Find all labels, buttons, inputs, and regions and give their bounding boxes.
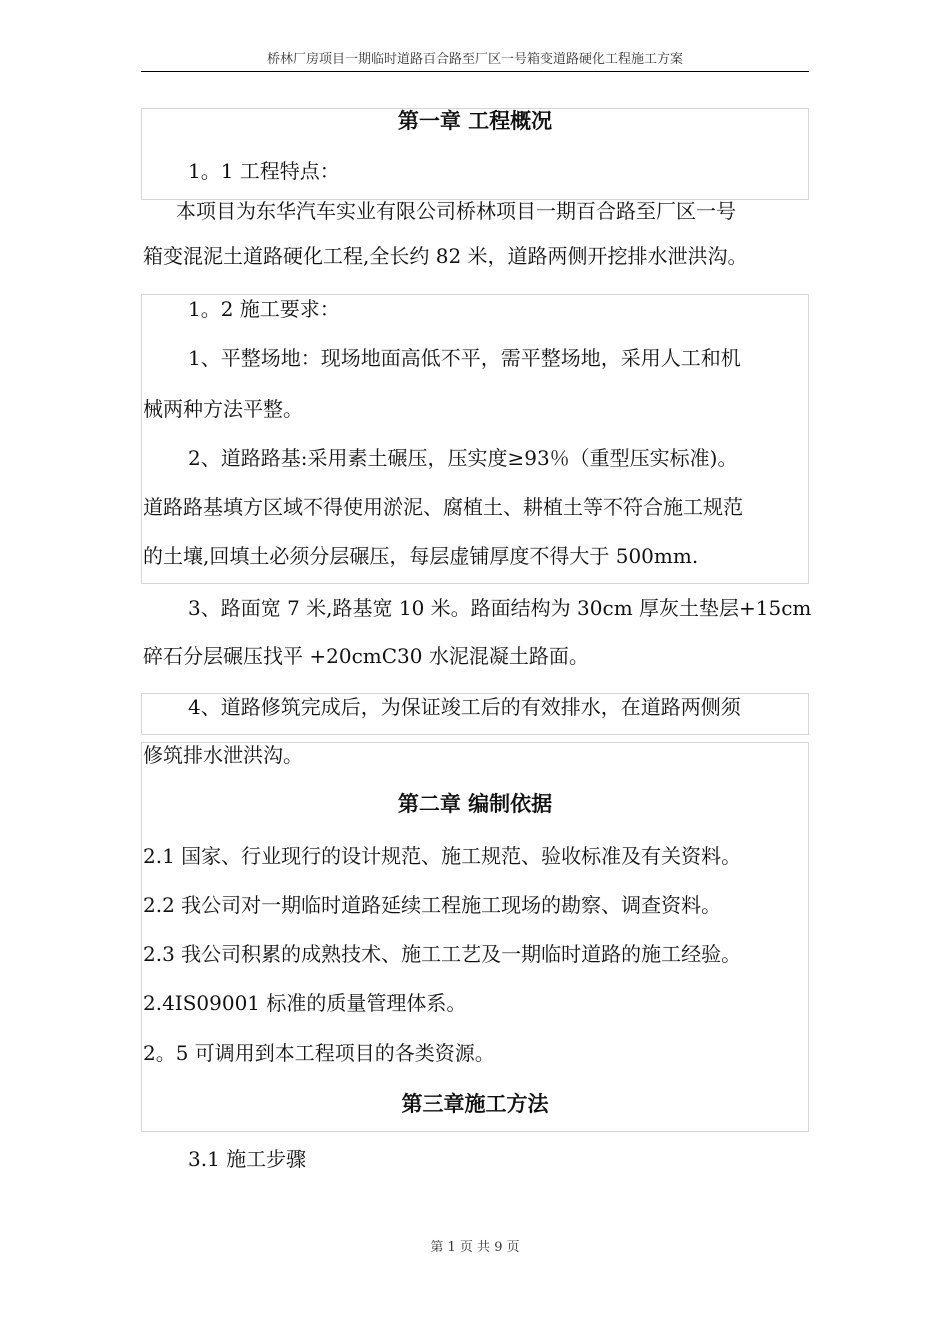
paragraph-line: 碎石分层碾压找平 +20cmC30 水泥混凝土路面。 bbox=[143, 644, 589, 668]
chapter-1-title: 第一章 工程概况 bbox=[397, 108, 553, 133]
paragraph-line: 4、道路修筑完成后，为保证竣工后的有效排水，在道路两侧须 bbox=[188, 695, 741, 719]
paragraph-line: 3、路面宽 7 米,路基宽 10 米。路面结构为 30cm 厚灰土垫层+15cm bbox=[188, 596, 812, 620]
list-item: 2.1 国家、行业现行的设计规范、施工规范、验收标准及有关资料。 bbox=[143, 844, 742, 868]
section-1-1-title: 1。1 工程特点： bbox=[188, 159, 340, 183]
paragraph-line: 2、道路路基:采用素土碾压，压实度≥93％（重型压实标准)。 bbox=[188, 446, 738, 470]
list-item: 2.4IS09001 标准的质量管理体系。 bbox=[143, 991, 467, 1015]
block-frame-2 bbox=[141, 294, 809, 584]
paragraph-line: 1、平整场地：现场地面高低不平，需平整场地，采用人工和机 bbox=[188, 346, 741, 370]
list-item: 2.3 我公司积累的成熟技术、施工工艺及一期临时道路的施工经验。 bbox=[143, 942, 742, 966]
section-1-2-title: 1。2 施工要求： bbox=[188, 297, 340, 321]
list-item: 2.2 我公司对一期临时道路延续工程施工现场的勘察、调查资料。 bbox=[143, 893, 722, 917]
paragraph-line: 的土壤,回填土必须分层碾压，每层虚铺厚度不得大于 500mm. bbox=[143, 544, 699, 568]
chapter-3-title: 第三章施工方法 bbox=[401, 1091, 549, 1116]
paragraph-line: 道路路基填方区域不得使用淤泥、腐植土、耕植土等不符合施工规范 bbox=[143, 495, 743, 519]
chapter-2-title: 第二章 编制依据 bbox=[397, 791, 553, 816]
paragraph-line: 箱变混泥土道路硬化工程,全长约 82 米，道路两侧开挖排水泄洪沟。 bbox=[143, 244, 748, 268]
section-3-1-title: 3.1 施工步骤 bbox=[188, 1147, 307, 1171]
paragraph-line: 修筑排水泄洪沟。 bbox=[143, 743, 303, 767]
page-footer: 第 1 页 共 9 页 bbox=[430, 1240, 520, 1255]
paragraph-line: 械两种方法平整。 bbox=[143, 397, 303, 421]
page-header: 桥林厂房项目一期临时道路百合路至厂区一号箱变道路硬化工程施工方案 bbox=[141, 52, 809, 72]
list-item: 2。5 可调用到本工程项目的各类资源。 bbox=[143, 1041, 495, 1065]
paragraph-line: 本项目为东华汽车实业有限公司桥林项目一期百合路至厂区一号 bbox=[176, 199, 736, 223]
